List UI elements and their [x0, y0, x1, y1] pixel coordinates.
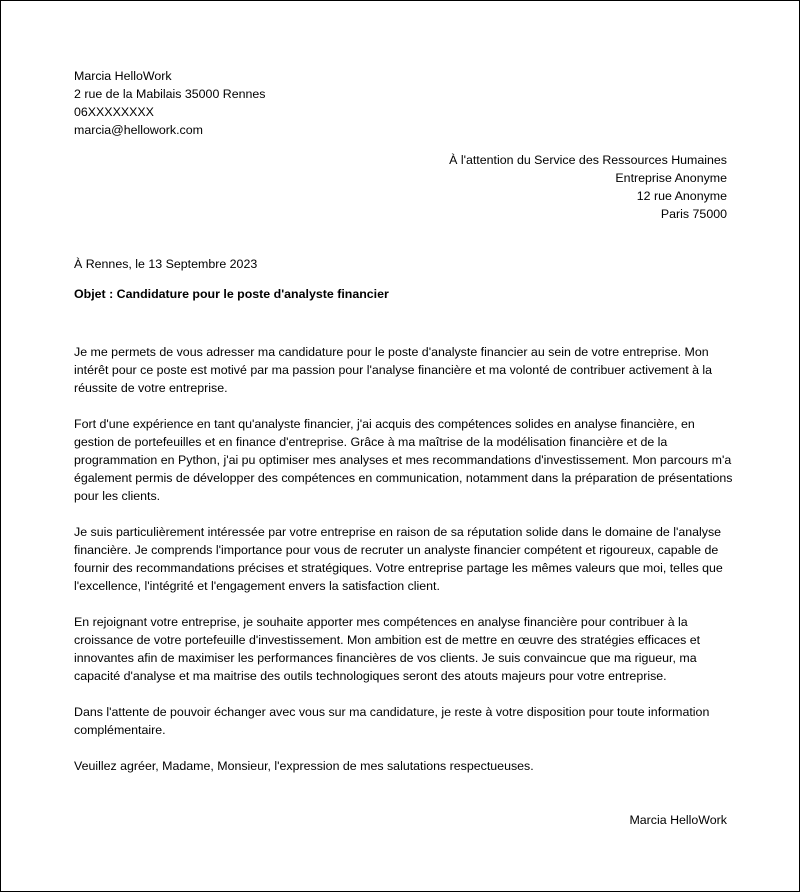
- recipient-attention: À l'attention du Service des Ressources Humaines: [449, 153, 727, 167]
- recipient-street: 12 rue Anonyme: [636, 189, 727, 203]
- sender-name: Marcia HelloWork: [74, 69, 172, 83]
- body-paragraph: Dans l'attente de pouvoir échanger avec vous sur ma candidature, je reste à votre disposition pour toute information complémentaire.: [74, 705, 710, 737]
- body-paragraph: En rejoignant votre entreprise, je souhaite apporter mes compétences en analyse financière pour contribuer à la croissance de votre portefeuille d'investissement. Mon ambition est de mettre en œuvre des stratégies efficaces et innovantes afin de maximiser les performances financières de vos clients. Je suis convaincue que ma rigueur, ma capacité d'analyse et ma maitrise des outils technologiques seront des atouts majeurs pour votre entreprise.: [74, 615, 701, 683]
- sender-phone: 06XXXXXXXX: [74, 105, 154, 119]
- body-paragraph: Je suis particulièrement intéressée par votre entreprise en raison de sa réputation solide dans le domaine de l'analyse financière. Je comprends l'importance pour vous de recruter un analyste financier compétent et rigoureux, capable de fournir des recommandations précises et stratégiques. Votre entreprise partage les mêmes valeurs que moi, telles que l'excellence, l'intégrité et l'engagement envers la satisfaction client.: [74, 525, 723, 593]
- sender-email: marcia@hellowork.com: [74, 123, 203, 137]
- date-line: À Rennes, le 13 Septembre 2023: [74, 257, 258, 271]
- sender-address: 2 rue de la Mabilais 35000 Rennes: [74, 87, 266, 101]
- sender-block: [74, 67, 266, 139]
- recipient-block: [449, 151, 727, 223]
- body-paragraph: Fort d'une expérience en tant qu'analyste financier, j'ai acquis des compétences solides en analyse financière, en gestion de portefeuilles et en finance d'entreprise. Grâce à ma maîtrise de la modélisation financière et de la programmation en Python, j'ai pu optimiser mes analyses et mes recommandations d'investissement. Mon parcours m'a également permis de développer des compétences en communication, notamment dans la préparation de présentations pour les clients.: [74, 417, 733, 503]
- recipient-city: Paris 75000: [660, 207, 727, 221]
- signature: Marcia HelloWork: [629, 813, 727, 827]
- recipient-company: Entreprise Anonyme: [615, 171, 727, 185]
- letter-body: [74, 343, 734, 793]
- body-paragraph: Je me permets de vous adresser ma candidature pour le poste d'analyste financier au sein de votre entreprise. Mon intérêt pour ce poste est motivé par ma passion pour l'analyse financière et ma volonté de contribuer activement à la réussite de votre entreprise.: [74, 345, 713, 395]
- subject-line: Objet : Candidature pour le poste d'analyste financier: [74, 287, 389, 301]
- closing-paragraph: Veuillez agréer, Madame, Monsieur, l'expression de mes salutations respectueuses.: [74, 759, 534, 773]
